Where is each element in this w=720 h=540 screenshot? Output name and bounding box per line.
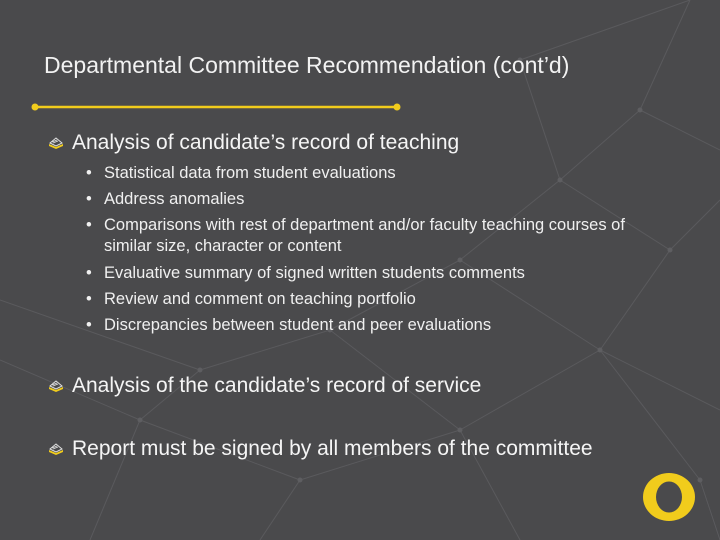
- teaching-sub-points: [86, 160, 646, 338]
- main-point-label: Analysis of the candidate’s record of service: [72, 374, 482, 397]
- book-bullet-icon: [48, 135, 64, 151]
- list-item: • Comparisons with rest of department and/or faculty teaching courses of similar size, character or content: [86, 216, 625, 255]
- main-point-label: Report must be signed by all members of the committee: [72, 437, 593, 460]
- university-o-logo-icon: [640, 468, 698, 526]
- book-bullet-icon: [48, 441, 64, 457]
- list-item: • Statistical data from student evaluations: [86, 164, 396, 182]
- list-item: • Review and comment on teaching portfolio: [86, 290, 416, 308]
- main-point-label: Analysis of candidate’s record of teaching: [72, 131, 460, 154]
- main-point-signatures: [48, 437, 593, 461]
- list-item: • Discrepancies between student and peer evaluations: [86, 316, 492, 334]
- slide-title: Departmental Committee Recommendation (cont’d): [44, 52, 570, 78]
- list-item: • Address anomalies: [86, 190, 245, 208]
- list-item: • Evaluative summary of signed written students comments: [86, 264, 525, 282]
- main-point-teaching: [48, 131, 459, 155]
- main-point-service: [48, 374, 481, 398]
- book-bullet-icon: [48, 378, 64, 394]
- title-underline-rule: [30, 102, 402, 112]
